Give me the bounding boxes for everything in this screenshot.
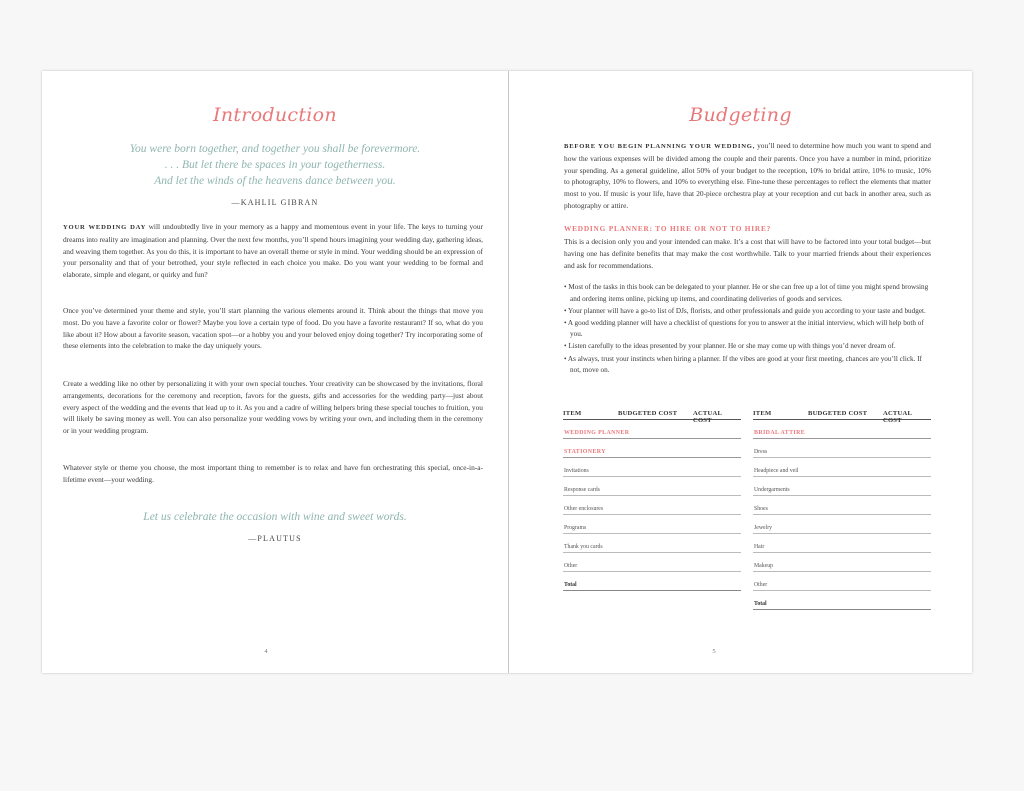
page-title: Budgeting	[689, 104, 792, 126]
row-label: Other	[564, 563, 578, 569]
row-label: Undergarments	[754, 487, 790, 493]
book-spread	[42, 71, 972, 673]
table-row	[563, 477, 741, 496]
category-row	[563, 439, 741, 458]
list-item: • Your planner will have a go-to list of DJs, florists, and other professionals and guide you according to your taste and budget.	[564, 306, 931, 318]
quote-attribution: —KAHLIL GIBRAN	[231, 198, 319, 207]
column-header-budgeted: BUDGETED COST	[808, 410, 868, 417]
row-label: Total	[754, 601, 767, 607]
paragraph-text: will undoubtedly live in your memory as a happy and momentous event in your life. The keys to turning your dreams into reality are imagination and planning. Over the next few months, you’ll spend hours imagining your wedding day, gathering ideas, and weaving them together. As you do this, it is important to have an overall theme or style in mind. Your wedding should be an expression of your personality and that of your betrothed, your style reflected in each choice you make. Do you want your wedding to be formal and elaborate, simple and elegant, or quirky and fun?	[63, 222, 483, 280]
quote-attribution: —PLAUTUS	[248, 534, 302, 543]
row-label: BRIDAL ATTIRE	[754, 430, 806, 436]
row-label: Dress	[754, 449, 768, 455]
column-header-budgeted: BUDGETED COST	[618, 410, 678, 417]
opening-quote	[42, 141, 508, 189]
quote-line: You were born together, and together you shall be forevermore.	[129, 143, 421, 155]
page-number: 4	[264, 648, 268, 655]
intro-paragraph	[564, 140, 931, 212]
budget-table-right	[753, 408, 931, 610]
lead-in: BEFORE YOU BEGIN PLANNING YOUR WEDDING,	[564, 143, 756, 150]
row-label: Shoes	[754, 506, 768, 512]
row-label: WEDDING PLANNER	[564, 430, 630, 436]
row-label: Programs	[564, 525, 587, 531]
table-row	[563, 515, 741, 534]
list-item: • Listen carefully to the ideas presented by your planner. He or she may come up with things you’d never dream of.	[564, 341, 931, 353]
row-label: Other enclosures	[564, 506, 604, 512]
paragraph-text: you’ll need to determine how much you want to spend and how the various expenses will be divided among the couple and their parents. Once you have a number in mind, prioritize your spending. As a general guideline, allot 50% of your budget to the reception, 10% to bridal attire, 10% to music, 10% to photography, 10% to flowers, and 10% to everything else. Fine-tune these percentages to reflect the elements that matter most to you. If music is your life, have that 20-piece orchestra play at your reception and cut back in another area, such as photography or attire.	[564, 141, 931, 210]
row-label: Response cards	[564, 487, 600, 493]
table-row	[753, 534, 931, 553]
row-label: Thank you cards	[564, 544, 603, 550]
quote-line: And let the winds of the heavens dance between you.	[154, 175, 396, 187]
list-item: • Most of the tasks in this book can be delegated to your planner. He or she can free up a lot of time you might spend browsing and ordering items online, picking up items, and coordinating deliveries of goods and services.	[564, 282, 931, 305]
row-label: Total	[564, 582, 577, 588]
column-header-item: ITEM	[563, 410, 582, 417]
column-header-actual: ACTUAL COST	[883, 410, 912, 424]
total-row	[563, 572, 741, 591]
table-row	[753, 458, 931, 477]
row-label: Invitations	[564, 468, 589, 474]
column-header-actual: ACTUAL COST	[693, 410, 722, 424]
table-row	[753, 553, 931, 572]
category-row	[563, 420, 741, 439]
section-paragraph: This is a decision only you and your intended can make. It’s a cost that will have to be factored into your total budget—but having one has definite benefits that may make the cost worthwhile. Talk to your married friends about their experiences and ask for recommendations.	[564, 237, 931, 270]
body-paragraph	[63, 221, 483, 281]
page-title: Introduction	[213, 104, 337, 126]
quote-line: . . . But let there be spaces in your togetherness.	[164, 159, 386, 171]
table-row	[563, 458, 741, 477]
closing-quote: Let us celebrate the occasion with wine and sweet words.	[143, 511, 407, 523]
left-page	[42, 71, 508, 673]
table-row	[563, 496, 741, 515]
lead-in: YOUR WEDDING DAY	[63, 224, 147, 231]
budget-table-left	[563, 408, 741, 591]
page-number: 5	[712, 648, 716, 655]
row-label: Other	[754, 582, 768, 588]
table-row	[563, 534, 741, 553]
table-row	[563, 553, 741, 572]
table-header	[563, 408, 741, 424]
list-item: • A good wedding planner will have a checklist of questions for you to answer at the initial interview, which will help both of you.	[564, 318, 931, 341]
body-paragraph: Once you’ve determined your theme and style, you’ll start planning the various elements around it. Think about the things that move you most. Do you have a favorite color or flower? Maybe you love a certain type of food. Do you have a favorite restaurant? If so, what do you like about it? How about a favorite season, vacation spot—or a hobby you and your beloved enjoy doing together? Try incorporating some of these elements into the celebration to make the day uniquely yours.	[63, 306, 483, 351]
table-row	[753, 515, 931, 534]
row-label: Headpiece and veil	[754, 468, 799, 474]
table-row	[753, 572, 931, 591]
row-label: Makeup	[754, 563, 773, 569]
table-row	[753, 477, 931, 496]
row-label: STATIONERY	[564, 449, 606, 455]
body-paragraph: Create a wedding like no other by personalizing it with your own special touches. Your creativity can be showcased by the invitations, floral arrangements, decorations for the ceremony and reception, favors for the guests, gifts and accessories for the wedding party—just about every aspect of the wedding and the events that lead up to it. As you and a cadre of willing helpers bring these special touches to fruition, you will likely be saving money as well. You can also personalize your wedding vows by writing your own, and including them in the ceremony or in your wedding program.	[63, 379, 483, 436]
right-page	[509, 71, 972, 673]
table-row	[753, 439, 931, 458]
list-item: • As always, trust your instincts when hiring a planner. If the vibes are good at your first meeting, chances are you’ll click. If not, move on.	[564, 354, 931, 377]
section-heading: WEDDING PLANNER: TO HIRE OR NOT TO HIRE?	[564, 224, 772, 233]
row-label: Hair	[754, 544, 765, 550]
body-paragraph: Whatever style or theme you choose, the most important thing to remember is to relax and have fun orchestrating this special, once-in-a-lifetime event—your wedding.	[63, 463, 483, 484]
category-row	[753, 420, 931, 439]
column-header-item: ITEM	[753, 410, 772, 417]
total-row	[753, 591, 931, 610]
table-row	[753, 496, 931, 515]
bullet-list	[564, 282, 931, 377]
table-header	[753, 408, 931, 424]
row-label: Jewelry	[754, 525, 773, 531]
